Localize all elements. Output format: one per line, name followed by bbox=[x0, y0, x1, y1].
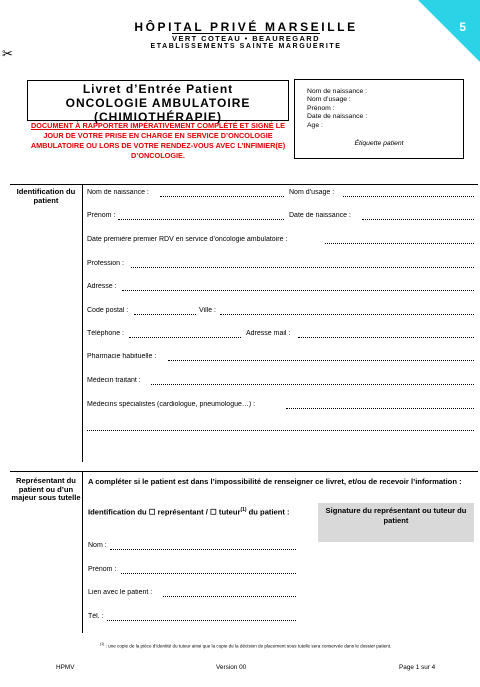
rep-name-label: Nom : bbox=[88, 542, 107, 549]
rep-relation-label: Lien avec le patient : bbox=[88, 589, 153, 596]
birth-date-label: Date de naissance : bbox=[289, 212, 351, 219]
birth-name-label: Nom de naissance : bbox=[87, 189, 149, 196]
notice-underlined: DOCUMENT À RAPPORTER IMPÉRATIVEMENT COMPLÉTÉ ET SIGNÉ bbox=[30, 121, 274, 130]
title-box bbox=[27, 80, 289, 124]
footnote bbox=[100, 642, 391, 649]
identification-suffix: du patient : bbox=[246, 507, 290, 517]
usage-name-label: Nom d’usage : bbox=[289, 189, 335, 196]
specialists-field[interactable] bbox=[286, 408, 474, 409]
gp-label: Médecin traitant : bbox=[87, 377, 141, 384]
first-rdv-field[interactable] bbox=[325, 243, 474, 244]
phone-label: Téléphone : bbox=[87, 330, 124, 337]
birth-name-field[interactable] bbox=[160, 196, 284, 197]
hospital-site-text: VERT COTEAU • BEAUREGARD bbox=[172, 34, 320, 43]
first-name-label: Prénom : bbox=[87, 212, 116, 219]
gp-field[interactable] bbox=[151, 384, 474, 385]
birth-date-field[interactable] bbox=[362, 219, 474, 220]
address-label: Adresse : bbox=[87, 283, 117, 290]
hospital-name: HÔPITAL PRIVÉ MARSEILLE bbox=[134, 20, 358, 34]
footer-right: Page 1 sur 4 bbox=[399, 664, 436, 671]
title-line-2: ONCOLOGIE AMBULATOIRE bbox=[65, 96, 251, 110]
profession-label: Profession : bbox=[87, 260, 124, 267]
city-field[interactable] bbox=[220, 314, 474, 315]
label-first-name: Prénom : bbox=[307, 104, 335, 112]
representative-intro: A compléter si le patient est dans l’impossibilité de renseigner ce livret, et/ou de recevoir l’information : bbox=[88, 477, 462, 486]
section-divider bbox=[10, 471, 478, 472]
rep-first-name-field[interactable] bbox=[121, 573, 296, 574]
email-field[interactable] bbox=[298, 337, 474, 338]
footnote-sup: (1) bbox=[100, 642, 105, 646]
patient-label-box bbox=[294, 79, 464, 159]
identification-prefix: Identification du ☐ représentant / ☐ tuteur bbox=[88, 507, 241, 517]
pharmacy-label: Pharmacie habituelle : bbox=[87, 353, 157, 360]
rep-phone-label: Tél. : bbox=[88, 613, 104, 620]
hospital-group: ETABLISSEMENTS SAINTE MARGUERITE bbox=[150, 43, 342, 50]
title-line-1: Livret d’Entrée Patient bbox=[82, 82, 234, 96]
scissors-icon: ✂ bbox=[2, 46, 13, 61]
section-label-identification: Identification du patient bbox=[16, 187, 76, 205]
first-rdv-label: Date première premier RDV en service d’oncologie ambulatoire : bbox=[87, 236, 288, 243]
rep-phone-field[interactable] bbox=[107, 620, 296, 621]
postal-code-field[interactable] bbox=[134, 314, 196, 315]
profession-field[interactable] bbox=[131, 267, 474, 268]
hospital-site bbox=[118, 33, 374, 43]
address-field[interactable] bbox=[122, 290, 474, 291]
city-label: Ville : bbox=[199, 307, 216, 314]
footnote-text: : une copie de la pièce d’identité du tuteur ainsi que la copie de la décision de placement sous tutelle sera conservée dans le dossier patient. bbox=[104, 643, 392, 649]
email-label: Adresse mail : bbox=[246, 330, 291, 337]
notice-text bbox=[27, 121, 289, 161]
notice-rest: LE JOUR DE VOTRE PRISE EN CHARGE EN SERVICE D’ONCOLOGIE AMBULATOIRE OU LORS DE VOTRE RENDEZ-VOUS AVEC L’INFIMIER(E) D’ONCOLOGIE. bbox=[30, 121, 286, 160]
rep-name-field[interactable] bbox=[110, 549, 296, 550]
footer-left: HPMV bbox=[56, 664, 75, 671]
first-name-field[interactable] bbox=[118, 219, 284, 220]
specialists-field-line-2[interactable] bbox=[87, 430, 474, 431]
footer-center: Version 00 bbox=[216, 664, 247, 671]
signature-box[interactable]: Signature du représentant ou tuteur du patient bbox=[318, 503, 474, 542]
title-line-3: (CHIMIOTHÉRAPIE) bbox=[94, 110, 222, 124]
identification-sup: (1) bbox=[240, 507, 247, 513]
rep-first-name-label: Prénom : bbox=[88, 566, 117, 573]
label-usage-name: Nom d’usage : bbox=[307, 96, 351, 104]
sticker-caption: Étiquette patient bbox=[354, 140, 404, 147]
postal-code-label: Code postal : bbox=[87, 307, 129, 314]
rep-relation-field[interactable] bbox=[163, 596, 296, 597]
section-label-representative: Représentant du patient ou d’un majeur sous tutelle bbox=[11, 476, 81, 503]
phone-field[interactable] bbox=[129, 337, 241, 338]
usage-name-field[interactable] bbox=[343, 196, 474, 197]
label-birth-date: Date de naissance : bbox=[307, 113, 368, 121]
representative-identification bbox=[88, 507, 290, 517]
label-birth-name: Nom de naissance : bbox=[307, 88, 368, 95]
specialists-label: Médecins spécialistes (cardiologue, pneumologue…) : bbox=[87, 401, 256, 408]
corner-tab bbox=[418, 0, 480, 62]
pharmacy-field[interactable] bbox=[168, 360, 474, 361]
section-divider bbox=[10, 184, 478, 185]
label-age: Age : bbox=[307, 121, 323, 129]
column-divider bbox=[82, 184, 83, 462]
page-number: 5 bbox=[459, 20, 466, 34]
column-divider bbox=[82, 471, 83, 633]
